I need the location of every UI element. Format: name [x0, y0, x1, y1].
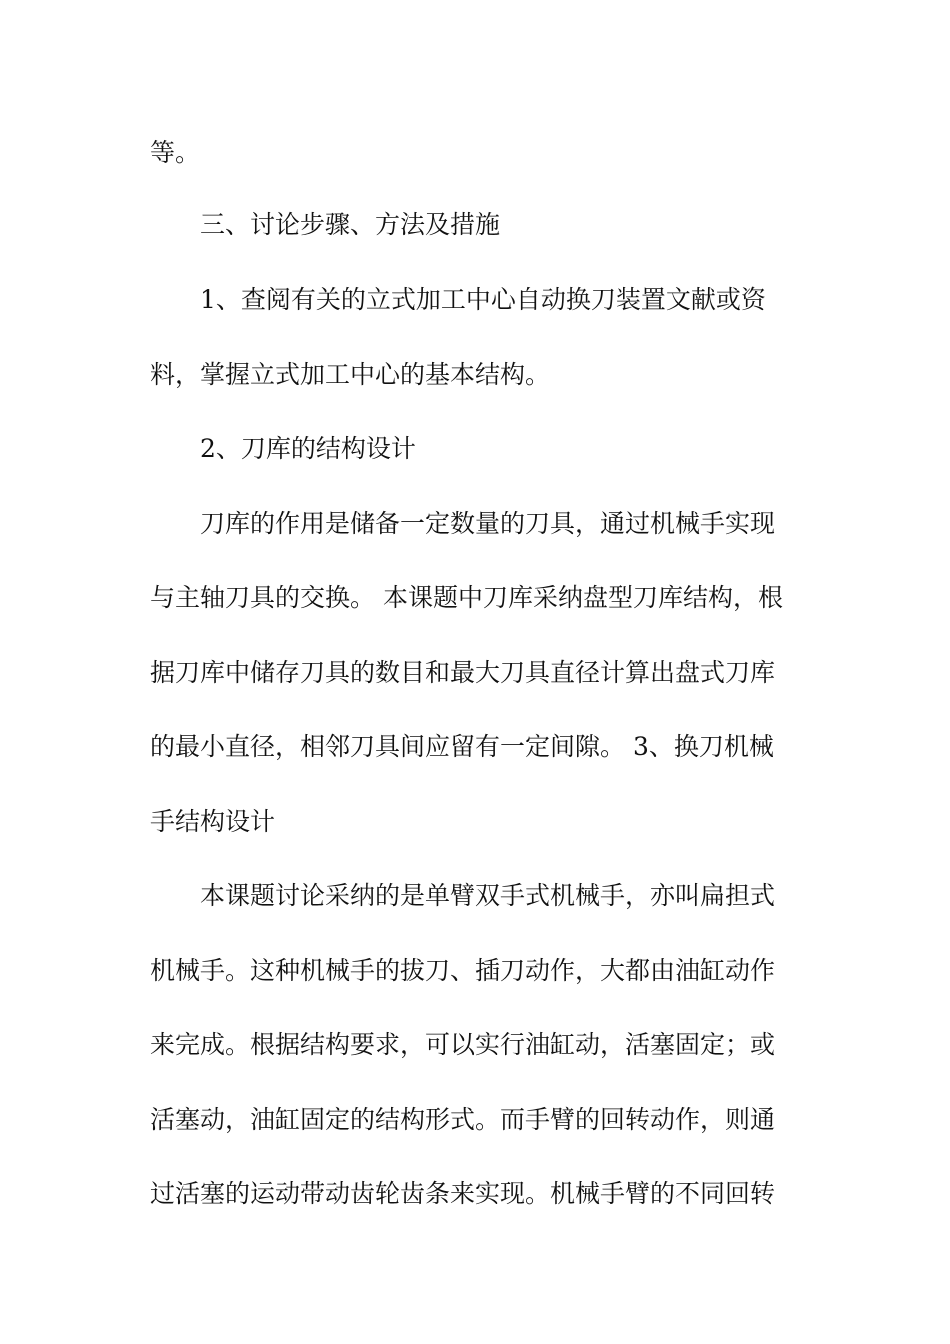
paragraph-line: 等。 [150, 138, 201, 167]
list-item: 1、查阅有关的立式加工中心自动换刀装置文献或资 [200, 285, 766, 314]
paragraph-line: 料，掌握立式加工中心的基本结构。 [150, 360, 551, 389]
paragraph-line: 本课题讨论采纳的是单臂双手式机械手，亦叫扁担式 [200, 881, 776, 910]
paragraph-line: 手结构设计 [150, 807, 276, 836]
paragraph-line: 活塞动，油缸固定的结构形式。而手臂的回转动作，则通 [150, 1105, 776, 1134]
section-heading: 三、讨论步骤、方法及措施 [200, 210, 501, 239]
paragraph-line: 据刀库中储存刀具的数目和最大刀具直径计算出盘式刀库 [150, 658, 776, 687]
paragraph-line: 的最小直径，相邻刀具间应留有一定间隙。 3、换刀机械 [150, 732, 774, 761]
paragraph-line: 来完成。根据结构要求，可以实行油缸动，活塞固定；或 [150, 1030, 776, 1059]
paragraph-line: 刀库的作用是储备一定数量的刀具，通过机械手实现 [200, 509, 776, 538]
paragraph-line: 与主轴刀具的交换。 本课题中刀库采纳盘型刀库结构，根 [150, 583, 783, 612]
list-item: 2、刀库的结构设计 [200, 434, 416, 463]
paragraph-line: 机械手。这种机械手的拔刀、插刀动作，大都由油缸动作 [150, 956, 776, 985]
paragraph-line: 过活塞的运动带动齿轮齿条来实现。机械手臂的不同回转 [150, 1179, 776, 1208]
